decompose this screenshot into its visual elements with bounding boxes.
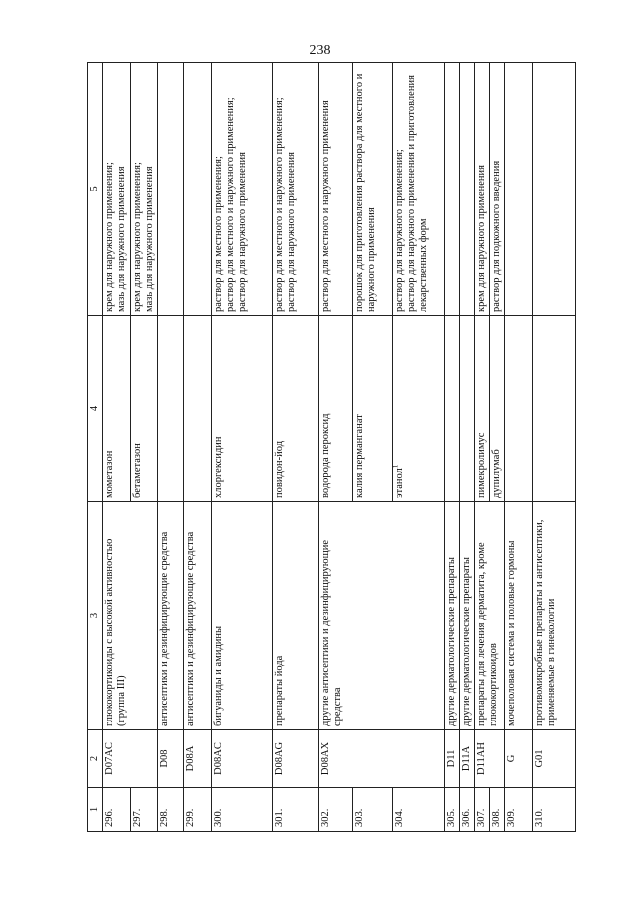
drug-name: бетаметазон xyxy=(131,316,158,502)
atc-group: препараты йода xyxy=(273,502,319,730)
atc-group: препараты для лечения дерматита, кроме глюкокортикоидов xyxy=(475,502,505,730)
table-row xyxy=(533,63,576,832)
dosage-forms: крем для наружного применения; мазь для наружного применения xyxy=(103,63,131,316)
atc-group: другие дерматологические препараты xyxy=(460,502,475,730)
atc-code: D11 xyxy=(445,730,460,788)
dosage-forms xyxy=(533,63,576,316)
row-number: 301. xyxy=(273,788,319,832)
table-row xyxy=(184,63,212,832)
dosage-forms xyxy=(460,63,475,316)
dosage-forms xyxy=(505,63,533,316)
row-number: 300. xyxy=(212,788,273,832)
drug-name: водорода пероксид xyxy=(319,316,353,502)
atc-group: антисептики и дезинфицирующие средства xyxy=(184,502,212,730)
drug-name: хлоргексидин xyxy=(212,316,273,502)
dosage-forms: раствор для местного применения; раствор для местного и наружного применения; раствор для наружного применения xyxy=(212,63,273,316)
drug-name: этанол$^1$ xyxy=(393,316,445,502)
table-row xyxy=(445,63,460,832)
atc-code: G01 xyxy=(533,730,576,788)
drug-name: пимекролимус xyxy=(475,316,490,502)
table-row xyxy=(475,63,490,832)
row-number: 297. xyxy=(131,788,158,832)
row-number: 307. xyxy=(475,788,490,832)
rotated-table-container xyxy=(87,63,614,832)
header-col-2: 2 xyxy=(88,730,103,788)
atc-group: мочеполовая система и половые гормоны xyxy=(505,502,533,730)
row-number: 299. xyxy=(184,788,212,832)
drug-name: повидон-йод xyxy=(273,316,319,502)
row-number: 310. xyxy=(533,788,576,832)
drug-name: мометазон xyxy=(103,316,131,502)
atc-group: другие антисептики и дезинфицирующие средства xyxy=(319,502,445,730)
atc-code: G xyxy=(505,730,533,788)
dosage-forms xyxy=(445,63,460,316)
atc-group: противомикробные препараты и антисептики, применяемые в гинекологии xyxy=(533,502,576,730)
atc-code: D08AC xyxy=(212,730,273,788)
dosage-forms: раствор для местного и наружного применения xyxy=(319,63,353,316)
table-row xyxy=(460,63,475,832)
table-row xyxy=(273,63,319,832)
table-row xyxy=(103,63,131,832)
drug-name xyxy=(533,316,576,502)
atc-code: D07AC xyxy=(103,730,158,788)
dosage-forms xyxy=(158,63,184,316)
page-number: 238 xyxy=(309,43,331,58)
atc-code: D08 xyxy=(158,730,184,788)
atc-code: D08AX xyxy=(319,730,445,788)
row-number: 305. xyxy=(445,788,460,832)
dosage-forms: раствор для подкожного введения xyxy=(490,63,505,316)
dosage-forms: порошок для приготовления раствора для местного и наружного применения xyxy=(353,63,393,316)
drug-name xyxy=(158,316,184,502)
dosage-forms: раствор для наружного применения; раствор для наружного применения и приготовления лекарственных форм xyxy=(393,63,445,316)
header-col-1: 1 xyxy=(88,788,103,832)
footnote-mark: 1 xyxy=(391,464,400,469)
drug-name xyxy=(505,316,533,502)
row-number: 308. xyxy=(490,788,505,832)
table-row xyxy=(505,63,533,832)
row-number: 304. xyxy=(393,788,445,832)
atc-group: бигуаниды и амидины xyxy=(212,502,273,730)
drug-name: дупилумаб xyxy=(490,316,505,502)
atc-group: антисептики и дезинфицирующие средства xyxy=(158,502,184,730)
atc-group: глюкокортикоиды с высокой активностью (группа III) xyxy=(103,502,158,730)
row-number: 303. xyxy=(353,788,393,832)
row-number: 296. xyxy=(103,788,131,832)
drug-name xyxy=(460,316,475,502)
dosage-forms xyxy=(184,63,212,316)
atc-group: другие дерматологические препараты xyxy=(445,502,460,730)
dosage-forms: раствор для местного и наружного применения; раствор для наружного применения xyxy=(273,63,319,316)
dosage-forms: крем для наружного применения xyxy=(475,63,490,316)
row-number: 302. xyxy=(319,788,353,832)
dosage-forms: крем для наружного применения; мазь для наружного применения xyxy=(131,63,158,316)
table-row xyxy=(319,63,353,832)
atc-code: D08AG xyxy=(273,730,319,788)
header-col-5: 5 xyxy=(88,63,103,316)
atc-code: D11AH xyxy=(475,730,505,788)
atc-code: D08A xyxy=(184,730,212,788)
drug-name xyxy=(184,316,212,502)
header-col-3: 3 xyxy=(88,502,103,730)
atc-code: D11A xyxy=(460,730,475,788)
table-row xyxy=(158,63,184,832)
row-number: 306. xyxy=(460,788,475,832)
row-number: 309. xyxy=(505,788,533,832)
drug-name xyxy=(445,316,460,502)
table-row xyxy=(212,63,273,832)
drug-name: калия перманганат xyxy=(353,316,393,502)
table-body xyxy=(103,63,576,832)
row-number: 298. xyxy=(158,788,184,832)
drug-table xyxy=(87,62,576,832)
header-col-4: 4 xyxy=(88,316,103,502)
header-row xyxy=(88,63,103,832)
